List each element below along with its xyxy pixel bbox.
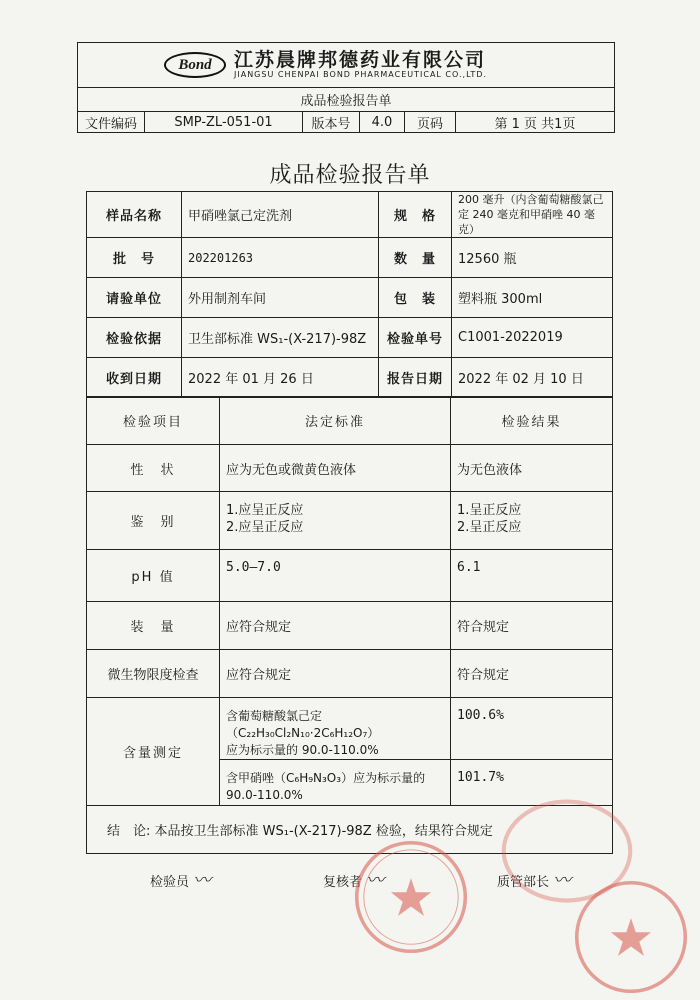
standard-ph: 5.0—7.0 <box>220 550 451 602</box>
version: 4.0 <box>360 112 405 132</box>
results-table <box>86 396 613 854</box>
col-header-result: 检验结果 <box>451 397 613 445</box>
basis-label: 检验依据 <box>87 318 182 358</box>
sample-name-label: 样品名称 <box>87 192 182 238</box>
standard-assay-metronidazole-1: 含甲硝唑（C₆H₉N₃O₃）应为标示量的 <box>226 771 426 785</box>
table-row <box>87 278 613 318</box>
inspector-handwritten-signature: 〰 <box>193 870 212 891</box>
spec-label: 规 格 <box>379 192 452 238</box>
conclusion-text: 本品按卫生部标准 WS₁-(X-217)-98Z 检验，结果符合规定 <box>154 824 493 839</box>
standard-fill-volume: 应符合规定 <box>220 602 451 650</box>
result-fill-volume: 符合规定 <box>451 602 613 650</box>
pack-label: 包 装 <box>379 278 452 318</box>
table-row <box>87 358 613 398</box>
file-no: SMP-ZL-051-01 <box>145 112 303 132</box>
result-appearance: 为无色液体 <box>451 445 613 492</box>
table-row <box>87 238 613 278</box>
batch-label: 批 号 <box>87 238 182 278</box>
standard-assay-metronidazole-2: 90.0-110.0% <box>226 788 303 802</box>
qa-label: 质管部长 <box>497 875 550 890</box>
report-no-value: C1001-2022019 <box>452 318 613 358</box>
reviewer-label: 复核者 <box>323 875 363 890</box>
result-identification-1: 1.呈正反应 <box>457 503 522 518</box>
table-row <box>87 492 613 550</box>
company-name-cn: 江苏晨牌邦德药业有限公司 <box>234 49 487 71</box>
conclusion-label: 结 论: <box>107 824 151 839</box>
report-no-label: 检验单号 <box>379 318 452 358</box>
result-assay-metronidazole: 101.7% <box>451 760 613 806</box>
table-row <box>87 698 613 760</box>
result-assay-chlorhexidine: 100.6% <box>451 698 613 760</box>
qa-handwritten-signature: 〰 <box>553 870 572 891</box>
standard-identification-2: 2.应呈正反应 <box>226 520 304 535</box>
standard-assay-chlorhexidine-2: 应为标示量的 90.0-110.0% <box>226 743 379 757</box>
item-ph: pH 值 <box>87 550 220 602</box>
item-fill-volume: 装 量 <box>87 602 220 650</box>
table-row <box>87 192 613 238</box>
standard-assay-chlorhexidine-1: 含葡萄糖酸氯己定（C₂₂H₃₀Cl₂N₁₀·2C₆H₁₂O₇） <box>226 709 380 740</box>
result-ph: 6.1 <box>451 550 613 602</box>
company-logo: Bond <box>164 52 226 78</box>
report-date-label: 报告日期 <box>379 358 452 398</box>
version-label: 版本号 <box>303 112 360 132</box>
col-header-item: 检验项目 <box>87 397 220 445</box>
col-header-standard: 法定标准 <box>220 397 451 445</box>
file-no-label: 文件编码 <box>78 112 145 132</box>
info-table <box>86 191 613 398</box>
spec-value: 200 毫升（内含葡萄糖酸氯己定 240 毫克和甲硝唑 40 毫克） <box>452 192 613 238</box>
report-date-value: 2022 年 02 月 10 日 <box>452 358 613 398</box>
dept-value: 外用制剂车间 <box>182 278 379 318</box>
standard-appearance: 应为无色或微黄色液体 <box>220 445 451 492</box>
page-number: 第 1 页 共1页 <box>494 116 576 132</box>
result-identification-2: 2.呈正反应 <box>457 520 522 535</box>
basis-value: 卫生部标准 WS₁-(X-217)-98Z <box>182 318 379 358</box>
table-row <box>87 318 613 358</box>
table-row <box>87 650 613 698</box>
batch-number: 202201263 <box>182 238 379 278</box>
company-name-en: JIANGSU CHENPAI BOND PHARMACEUTICAL CO.,LTD. <box>234 70 488 79</box>
standard-microbial: 应符合规定 <box>220 650 451 698</box>
quantity-label: 数 量 <box>379 238 452 278</box>
qa-department-stamp <box>572 878 690 996</box>
table-row <box>87 602 613 650</box>
item-microbial: 微生物限度检查 <box>87 650 220 698</box>
recv-date-label: 收到日期 <box>87 358 182 398</box>
standard-identification-1: 1.应呈正反应 <box>226 503 304 518</box>
table-row <box>87 550 613 602</box>
inspector-label: 检验员 <box>150 875 190 890</box>
document-header <box>77 42 615 133</box>
pack-value: 塑料瓶 300ml <box>452 278 613 318</box>
table-row <box>87 445 613 492</box>
item-appearance: 性 状 <box>87 445 220 492</box>
inspector-signature <box>150 866 211 892</box>
quantity-value: 12560 瓶 <box>452 238 613 278</box>
company-banner <box>78 43 614 88</box>
item-identification: 鉴 别 <box>87 492 220 550</box>
result-microbial: 符合规定 <box>451 650 613 698</box>
form-title-small: 成品检验报告单 <box>78 88 614 112</box>
sample-name: 甲硝唑氯己定洗剂 <box>182 192 379 238</box>
recv-date-value: 2022 年 01 月 26 日 <box>182 358 379 398</box>
page-label: 页码 <box>405 112 456 132</box>
dept-label: 请验单位 <box>87 278 182 318</box>
report-title: 成品检验报告单 <box>269 163 431 188</box>
results-header-row <box>87 397 613 445</box>
qc-department-stamp <box>352 838 470 956</box>
reviewer-handwritten-signature: 〰 <box>366 870 385 891</box>
item-assay: 含量测定 <box>87 698 220 806</box>
doc-meta-row <box>78 112 614 132</box>
